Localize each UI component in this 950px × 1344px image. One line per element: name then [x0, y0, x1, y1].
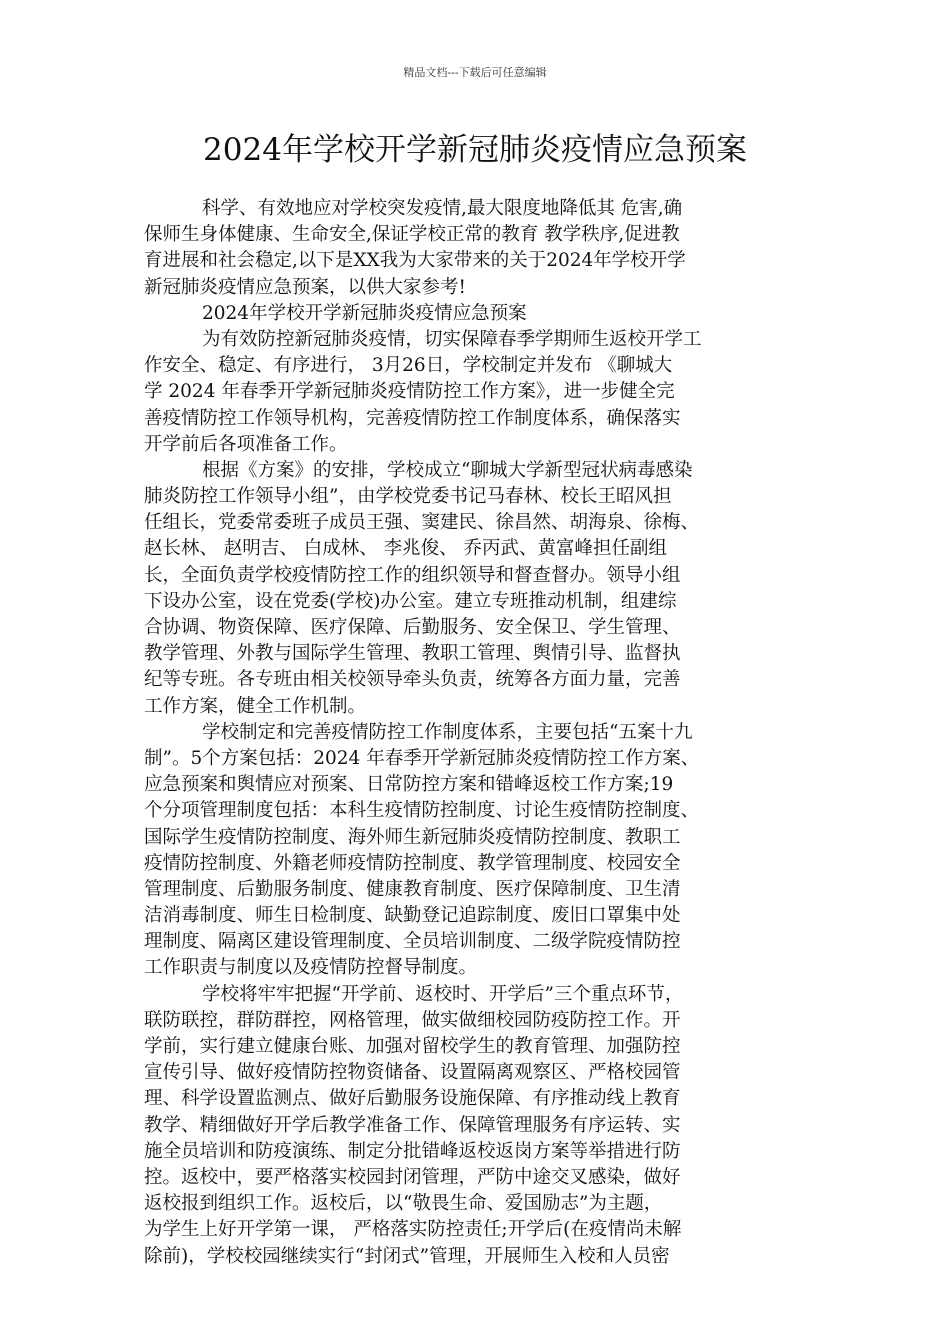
text-line: 纪等专班。各专班由相关校领导牵头负责，统筹各方面力量，完善 [144, 669, 681, 691]
text-line: 任组长，党委常委班子成员王强、窦建民、徐昌然、胡海泉、徐梅、 [144, 512, 700, 534]
document-title: 2024年学校开学新冠肺炎疫情应急预案 [203, 132, 747, 168]
text-line: 为有效防控新冠肺炎疫情，切实保障春季学期师生返校开学工 [202, 328, 702, 350]
text-line: 控。返校中，要严格落实校园封闭管理，严防中途交叉感染，做好 [144, 1166, 681, 1188]
text-line: 管理制度、后勤服务制度、健康教育制度、医疗保障制度、卫生清 [144, 878, 681, 900]
text-line: 个分项管理制度包括：本科生疫情防控制度、讨论生疫情防控制度、 [144, 800, 700, 822]
text-line: 联防联控，群防群控，网格管理，做实做细校园防疫防控工作。开 [144, 1009, 681, 1031]
text-line: 学前，实行建立健康台账、加强对留校学生的教育管理、加强防控 [144, 1036, 681, 1057]
text-line: 育进展和社会稳定,以下是XX我为大家带来的关于2024年学校开学 [144, 250, 686, 272]
text-line: 作安全、稳定、有序进行， 3月26日，学校制定并发布 《聊城大 [144, 355, 673, 377]
text-line: 保师生身体健康、生命安全,保证学校正常的教育 教学秩序,促进教 [144, 224, 680, 246]
text-line: 为学生上好开学第一课， 严格落实防控责任;开学后(在疫情尚未解 [144, 1219, 682, 1241]
text-line: 科学、有效地应对学校突发疫情,最大限度地降低其 危害,确 [202, 198, 683, 219]
text-line: 工作方案，健全工作机制。 [144, 695, 367, 717]
text-line: 学校制定和完善疫情防控工作制度体系，主要包括“五案十九 [202, 721, 693, 743]
text-line: 下设办公室，设在党委(学校)办公室。建立专班推动机制，组建综 [144, 590, 677, 612]
text-line: 根据《方案》的安排，学校成立“聊城大学新型冠状病毒感染 [202, 459, 693, 481]
text-line: 开学前后各项准备工作。 [144, 433, 348, 455]
text-line: 返校报到组织工作。返校后，以“敬畏生命、爱国励志”为主题， [144, 1193, 663, 1215]
text-line: 善疫情防控工作领导机构，完善疫情防控工作制度体系，确保落实 [144, 407, 681, 429]
text-line: 合协调、物资保障、医疗保障、后勤服务、安全保卫、学生管理、 [144, 617, 681, 638]
text-line: 制”。5个方案包括：2024 年春季开学新冠肺炎疫情防控工作方案、 [144, 747, 700, 769]
text-line: 赵长林、 赵明吉、 白成林、 李兆俊、 乔丙武、黄富峰担任副组 [144, 538, 668, 560]
text-line: 教学管理、外教与国际学生管理、教职工管理、舆情引导、监督执 [144, 643, 681, 665]
section-heading-line: 2024年学校开学新冠肺炎疫情应急预案 [202, 302, 527, 324]
text-line: 肺炎防控工作领导小组”，由学校党委书记马春林、校长王昭风担 [144, 486, 672, 508]
text-line: 宣传引导、做好疫情防控物资储备、设置隔离观察区、严格校园管 [144, 1062, 681, 1084]
text-line: 应急预案和舆情应对预案、日常防控方案和错峰返校工作方案;19 [144, 774, 674, 796]
text-line: 工作职责与制度以及疫情防控督导制度。 [144, 957, 478, 979]
text-line: 洁消毒制度、师生日检制度、缺勤登记追踪制度、废旧口罩集中处 [144, 905, 681, 927]
text-line: 疫情防控制度、外籍老师疫情防控制度、教学管理制度、校园安全 [144, 852, 681, 874]
text-line: 长，全面负责学校疫情防控工作的组织领导和督查督办。领导小组 [144, 564, 681, 586]
document-body [144, 196, 820, 1270]
text-line: 施全员培训和防疫演练、制定分批错峰返校返岗方案等举措进行防 [144, 1140, 681, 1162]
text-line: 理制度、隔离区建设管理制度、全员培训制度、二级学院疫情防控 [144, 931, 681, 953]
text-line: 理、科学设置监测点、做好后勤服务设施保障、有序推动线上教育 [144, 1088, 681, 1110]
text-line: 除前)，学校校园继续实行“封闭式”管理，开展师生入校和人员密 [144, 1245, 670, 1267]
text-line: 教学、精细做好开学后教学准备工作、保障管理服务有序运转、实 [144, 1114, 681, 1136]
text-line: 新冠肺炎疫情应急预案，以供大家参考! [144, 276, 466, 298]
text-line: 学校将牢牢把握“开学前、返校时、开学后”三个重点环节， [202, 983, 684, 1005]
header-note: 精品文档---下载后可任意编辑 [403, 66, 547, 79]
text-line: 国际学生疫情防控制度、海外师生新冠肺炎疫情防控制度、教职工 [144, 826, 681, 848]
text-line: 学 2024 年春季开学新冠肺炎疫情防控工作方案》，进一步健全完 [144, 381, 675, 403]
